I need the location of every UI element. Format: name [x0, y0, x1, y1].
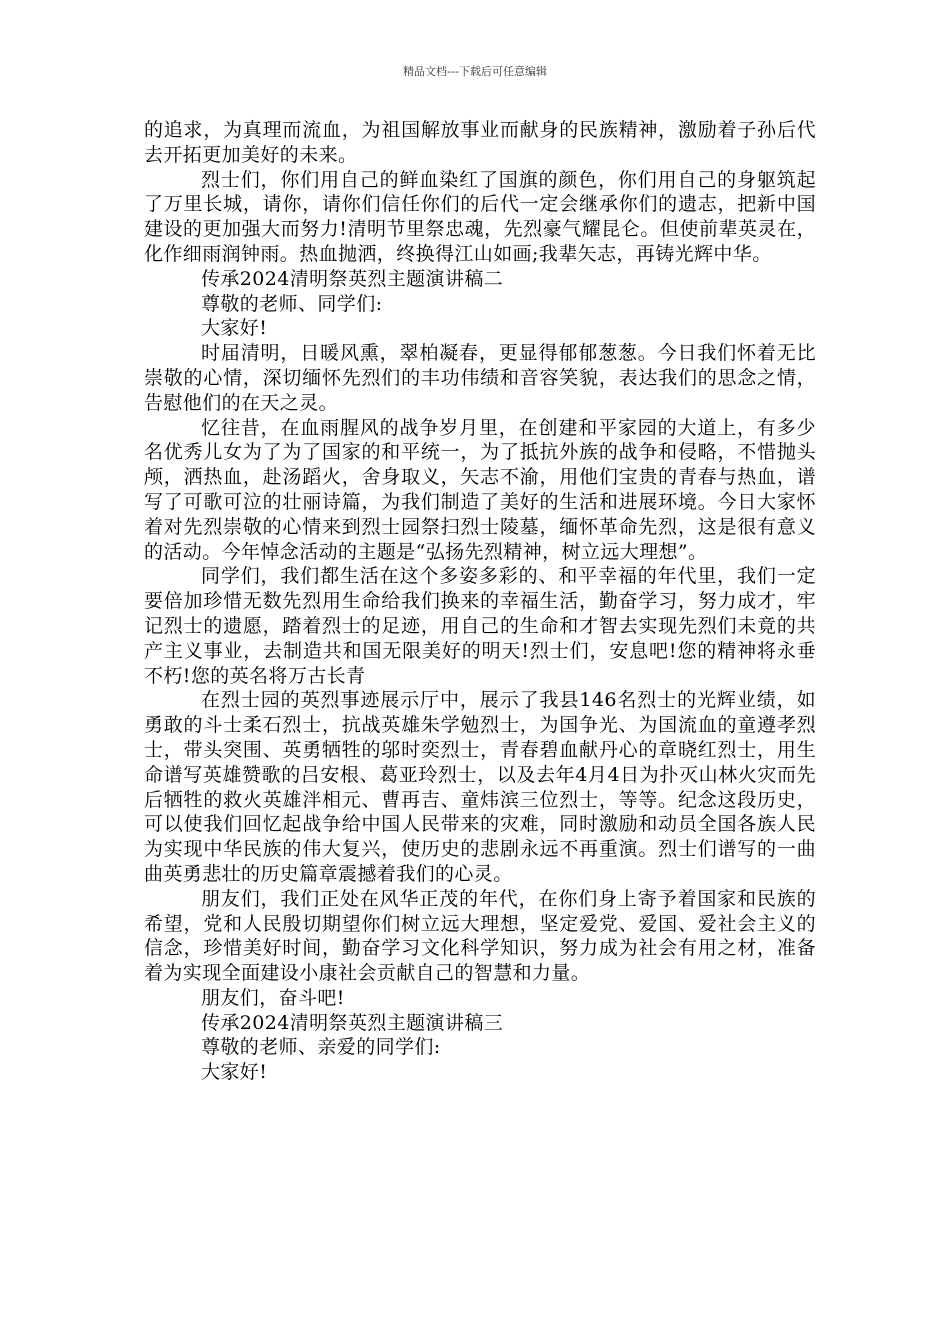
paragraph: 时届清明，日暖风熏，翠柏凝春，更显得郁郁葱葱。今日我们怀着无比崇敬的心情，深切缅怀先烈们的丰功伟绩和音容笑貌，表达我们的思念之情，告慰他们的在天之灵。	[144, 342, 816, 414]
paragraph: 烈士们，你们用自己的鲜血染红了国旗的颜色，你们用自己的身躯筑起了万里长城，请你，请你们信任你们的后代一定会继承你们的遗志，把新中国建设的更加强大而努力!清明节里祭忠魂，先烈豪气耀昆仑。但使前辈英灵在，化作细雨润钟雨。热血抛洒，终换得江山如画;我辈矢志，再铸光辉中华。	[144, 168, 816, 265]
paragraph: 朋友们，我们正处在风华正茂的年代，在你们身上寄予着国家和民族的希望，党和人民殷切期望你们树立远大理想，坚定爱党、爱国、爱社会主义的信念，珍惜美好时间，勤奋学习文化科学知识，努力成为社会有用之材，准备着为实现全面建设小康社会贡献自己的智慧和力量。	[144, 887, 816, 985]
paragraph: 朋友们，奋斗吧!	[201, 986, 345, 1009]
salutation: 尊敬的老师、同学们:	[201, 292, 383, 315]
salutation: 尊敬的老师、亲爱的同学们:	[201, 1036, 441, 1059]
document-body	[144, 118, 816, 1085]
section-title: 传承2024清明祭英烈主题演讲稿二	[201, 267, 504, 290]
paragraph: 同学们，我们都生活在这个多姿多彩的、和平幸福的年代里，我们一定要倍加珍惜无数先烈用生命给我们换来的幸福生活，勤奋学习，努力成才，牢记烈士的遗愿，踏着烈士的足迹，用自己的生命和才智去实现先烈们未竟的共产主义事业，去制造共和国无限美好的明天!烈士们，安息吧!您的精神将永垂不朽!您的英名将万古长青	[144, 565, 816, 687]
page-header: 精品文档---下载后可任意编辑	[403, 65, 547, 78]
greeting: 大家好!	[201, 317, 268, 340]
section-title: 传承2024清明祭英烈主题演讲稿三	[201, 1011, 504, 1034]
paragraph: 的追求，为真理而流血，为祖国解放事业而献身的民族精神，激励着子孙后代去开拓更加美好的未来。	[144, 119, 816, 166]
paragraph: 在烈士园的英烈事迹展示厅中，展示了我县146名烈士的光辉业绩，如勇敢的斗士柔石烈士，抗战英雄朱学勉烈士，为国争光、为国流血的童遵孝烈士，带头突围、英勇牺牲的邬时奕烈士，青春碧血献丹心的章晓红烈士，用生命谱写英雄赞歌的吕安根、葛亚玲烈士，以及去年4月4日为扑灭山林火灾而先后牺牲的救火英雄泮相元、曹再吉、童炜滨三位烈士，等等。纪念这段历史，可以使我们回忆起战争给中国人民带来的灾难，同时激励和动员全国各族人民为实现中华民族的伟大复兴，使历史的悲剧永远不再重演。烈士们谱写的一曲曲英勇悲壮的历史篇章震撼着我们的心灵。	[144, 689, 816, 885]
paragraph: 忆往昔，在血雨腥风的战争岁月里，在创建和平家园的大道上，有多少名优秀儿女为了为了国家的和平统一，为了抵抗外族的战争和侵略，不惜抛头颅，洒热血，赴汤蹈火，舍身取义，矢志不渝，用他们宝贵的青春与热血，谱写了可歌可泣的壮丽诗篇，为我们制造了美好的生活和进展环境。今日大家怀着对先烈崇敬的心情来到烈士园祭扫烈士陵墓，缅怀革命先烈，这是很有意义的活动。今年悼念活动的主题是“弘扬先烈精神，树立远大理想”。	[144, 416, 816, 563]
greeting: 大家好!	[201, 1061, 268, 1084]
